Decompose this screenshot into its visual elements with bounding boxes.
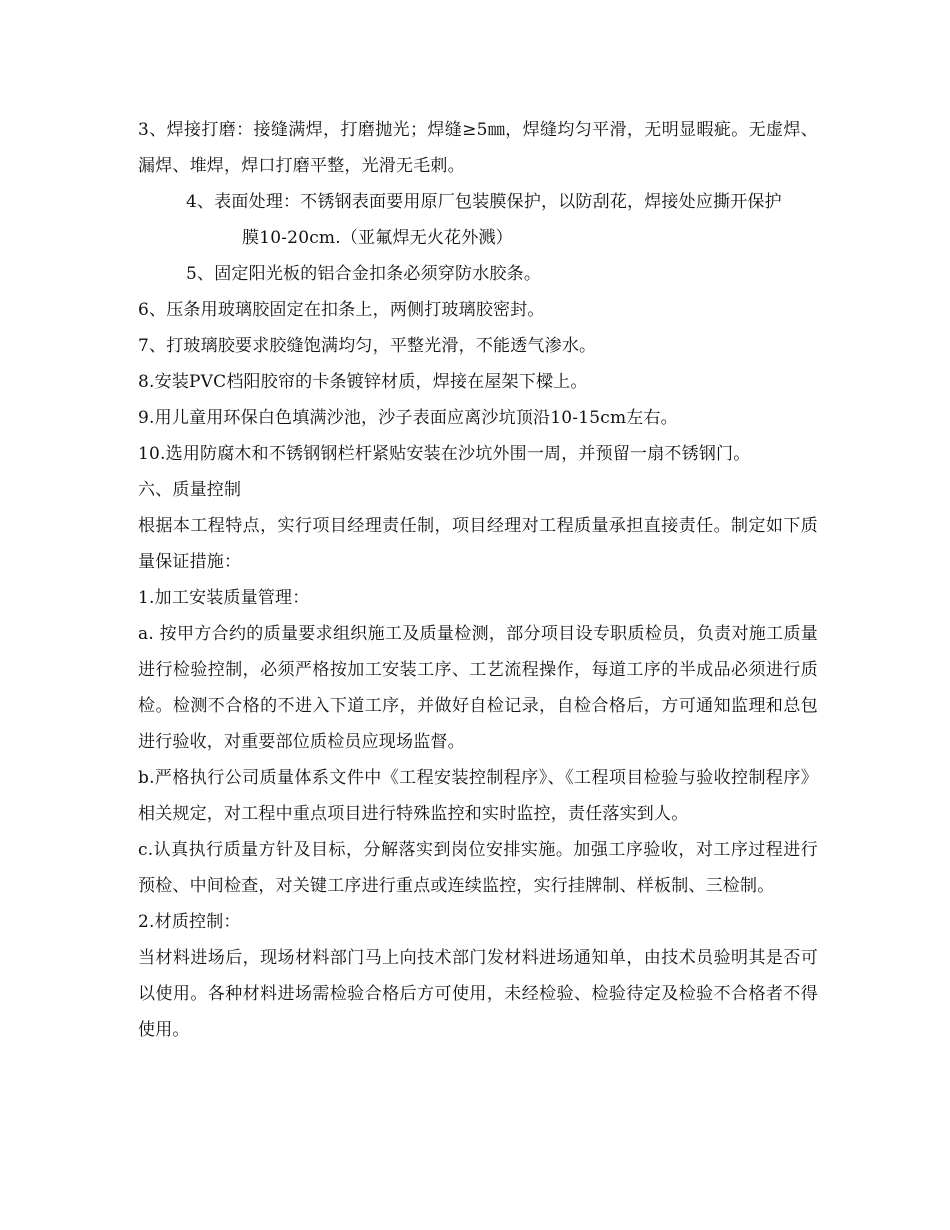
paragraph-glass-glue: 7、打玻璃胶要求胶缝饱满均匀，平整光滑，不能透气渗水。 [138, 336, 597, 356]
paragraph-sand-pit: 9.用儿童用环保白色填满沙池，沙子表面应离沙坑顶沿10-15cm左右。 [138, 408, 678, 428]
paragraph-item-c: c.认真执行质量方针及目标，分解落实到岗位安排实施。加强工序验收，对工序过程进行预检、中间检查，对关键工序进行重点或连续监控，实行挂牌制、样板制、三检制。 [138, 840, 818, 896]
document-body [138, 112, 818, 1048]
paragraph-item-a: a. 按甲方合约的质量要求组织施工及质量检测，部分项目设专职质检员，负责对施工质量进行检验控制，必须严格按加工安装工序、工艺流程操作，每道工序的半成品必须进行质检。检测不合格的不进入下道工序，并做好自检记录，自检合格后，方可通知监理和总包进行验收，对重要部位质检员应现场监督。 [138, 624, 818, 752]
section-heading-quality-control: 六、质量控制 [138, 480, 242, 500]
paragraph-item-b: b.严格执行公司质量体系文件中《工程安装控制程序》、《工程项目检验与验收控制程序》相关规定，对工程中重点项目进行特殊监控和实时监控，责任落实到人。 [138, 768, 818, 824]
paragraph-pressure-strip: 6、压条用玻璃胶固定在扣条上，两侧打玻璃胶密封。 [138, 300, 545, 320]
paragraph-pvc-curtain: 8.安装PVC档阳胶帘的卡条镀锌材质，焊接在屋架下樑上。 [138, 372, 588, 392]
paragraph-quality-intro: 根据本工程特点，实行项目经理责任制，项目经理对工程质量承担直接责任。制定如下质量保证措施： [138, 516, 818, 572]
paragraph-material-entry: 当材料进场后，现场材料部门马上向技术部门发材料进场通知单，由技术员验明其是否可以使用。各种材料进场需检验合格后方可使用，未经检验、检验待定及检验不合格者不得使用。 [138, 948, 818, 1040]
subheading-material-control: 2.材质控制： [138, 912, 241, 932]
paragraph-railing: 10.选用防腐木和不锈钢钢栏杆紧贴安装在沙坑外围一周，并预留一扇不锈钢门。 [138, 444, 751, 464]
paragraph-surface-treatment: 4、表面处理：不锈钢表面要用原厂包装膜保护，以防刮花，焊接处应撕开保护 [186, 192, 782, 212]
paragraph-film: 膜10-20cm.（亚氟焊无火花外溅） [242, 228, 513, 248]
paragraph-aluminum-strip: 5、固定阳光板的铝合金扣条必须穿防水胶条。 [186, 264, 542, 284]
subheading-installation-quality: 1.加工安装质量管理： [138, 588, 310, 608]
paragraph-welding: 3、焊接打磨：接缝满焊，打磨抛光；焊缝≥5㎜，焊缝均匀平滑，无明显暇疵。无虚焊、漏焊、堆焊，焊口打磨平整，光滑无毛刺。 [138, 120, 818, 176]
